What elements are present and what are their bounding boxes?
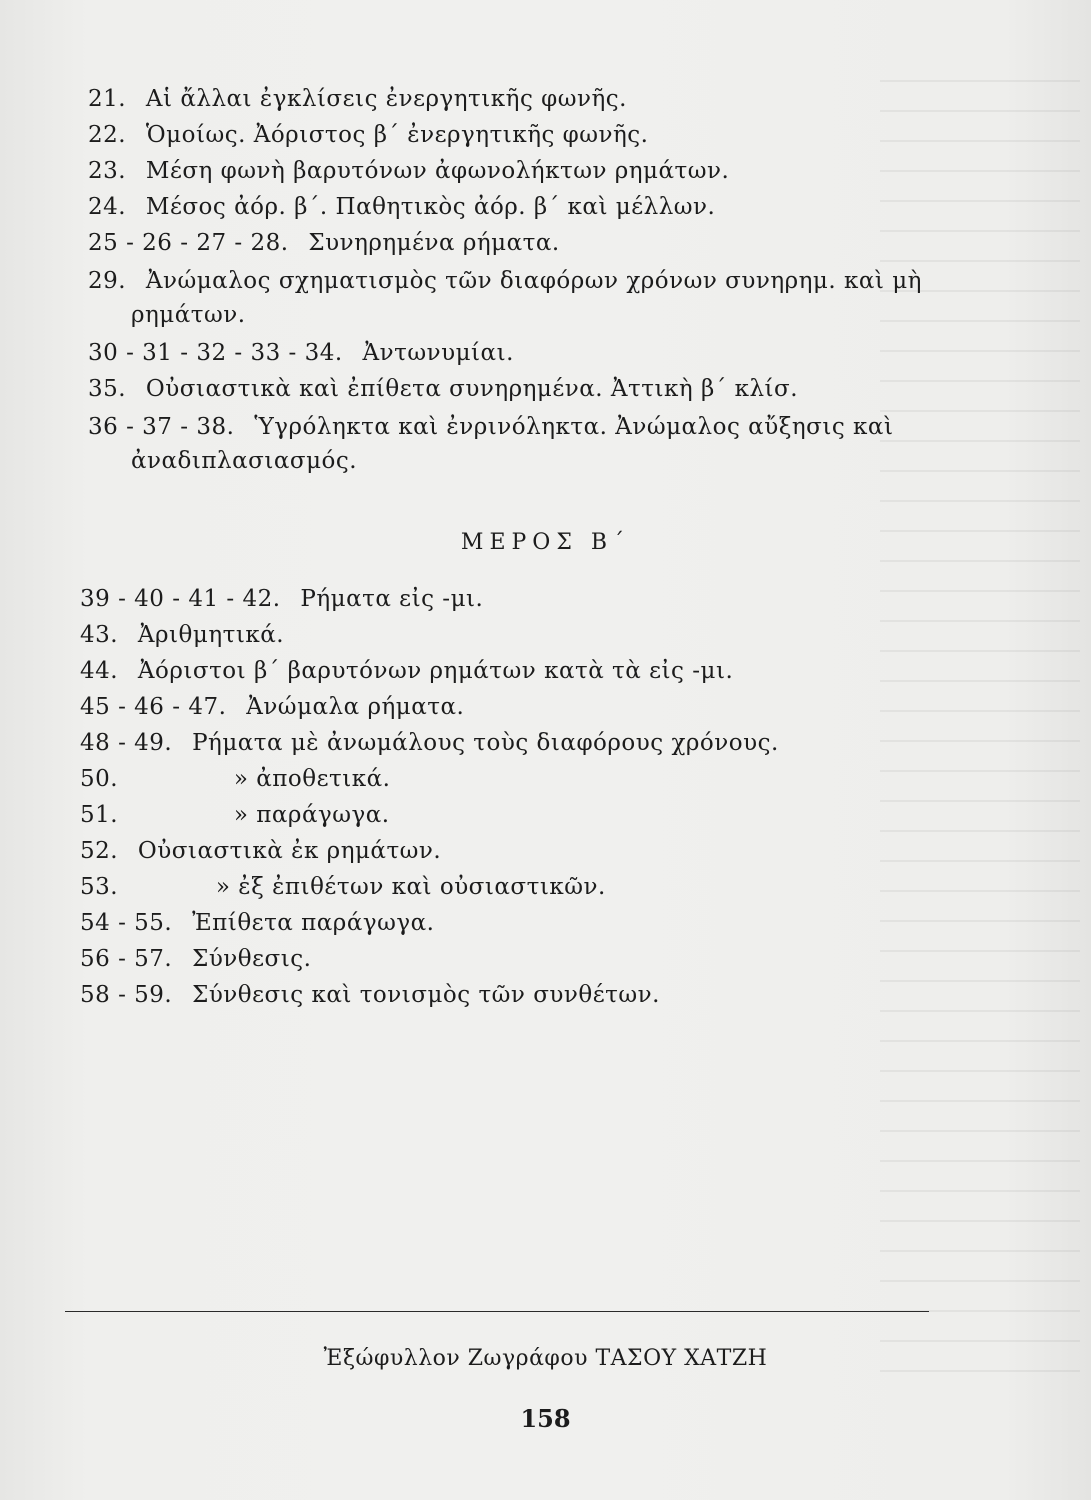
cover-credit: Ἐξώφυλλον Ζωγράφου ΤΑΣΟΥ ΧΑΤΖΗ: [323, 1346, 768, 1371]
footer-rule: [65, 1311, 929, 1312]
contents-line-39-42: 39 - 40 - 41 - 42. Ρήματα εἰς -μι.: [80, 586, 484, 612]
section-heading: ΜΕΡΟΣ Β΄: [460, 530, 631, 555]
contents-line-50: 50. » ἀποθετικά.: [80, 766, 391, 792]
contents-line-35: 35. Οὐσιαστικὰ καὶ ἐπίθετα συνηρημένα. Ἀττικὴ β΄ κλίσ.: [88, 376, 799, 402]
contents-line-56-57: 56 - 57. Σύνθεσις.: [80, 946, 312, 972]
contents-line-54-55: 54 - 55. Ἐπίθετα παράγωγα.: [80, 910, 435, 936]
contents-line-29: 29. Ἀνώμαλος σχηματισμὸς τῶν διαφόρων χρόνων συνηρημ. καὶ μὴ: [88, 268, 922, 294]
contents-line-25-28: 25 - 26 - 27 - 28. Συνηρημένα ρήματα.: [88, 230, 560, 256]
contents-line-53: 53. » ἐξ ἐπιθέτων καὶ οὐσιαστικῶν.: [80, 874, 606, 900]
contents-line-36-38-continued: ἀναδιπλασιασμός.: [131, 448, 358, 474]
contents-line-44: 44. Ἀόριστοι β΄ βαρυτόνων ρημάτων κατὰ τὰ εἰς -μι.: [80, 658, 734, 684]
contents-line-36-38: 36 - 37 - 38. Ὑγρόληκτα καὶ ἐνρινόληκτα. Ἀνώμαλος αὔξησις καὶ: [88, 414, 894, 440]
contents-line-48-49: 48 - 49. Ρήματα μὲ ἀνωμάλους τοὺς διαφόρους χρόνους.: [80, 730, 779, 756]
contents-line-21: 21. Αἱ ἄλλαι ἐγκλίσεις ἐνεργητικῆς φωνῆς.: [88, 86, 627, 112]
contents-line-51: 51. » παράγωγα.: [80, 802, 390, 828]
contents-line-52: 52. Οὐσιαστικὰ ἐκ ρημάτων.: [80, 838, 442, 864]
contents-line-58-59: 58 - 59. Σύνθεσις καὶ τονισμὸς τῶν συνθέτων.: [80, 982, 660, 1008]
contents-line-43: 43. Ἀριθμητικά.: [80, 622, 285, 648]
contents-line-29-continued: ρημάτων.: [131, 302, 246, 328]
contents-line-23: 23. Μέση φωνὴ βαρυτόνων ἀφωνολήκτων ρημάτων.: [88, 158, 730, 184]
contents-line-45-47: 45 - 46 - 47. Ἀνώμαλα ρήματα.: [80, 694, 465, 720]
page-number: 158: [520, 1404, 571, 1433]
contents-line-22: 22. Ὁμοίως. Ἀόριστος β΄ ἐνεργητικῆς φωνῆς.: [88, 122, 649, 148]
contents-line-24: 24. Μέσος ἀόρ. β΄. Παθητικὸς ἀόρ. β΄ καὶ μέλλων.: [88, 194, 716, 220]
contents-line-30-34: 30 - 31 - 32 - 33 - 34. Ἀντωνυμίαι.: [88, 340, 514, 366]
